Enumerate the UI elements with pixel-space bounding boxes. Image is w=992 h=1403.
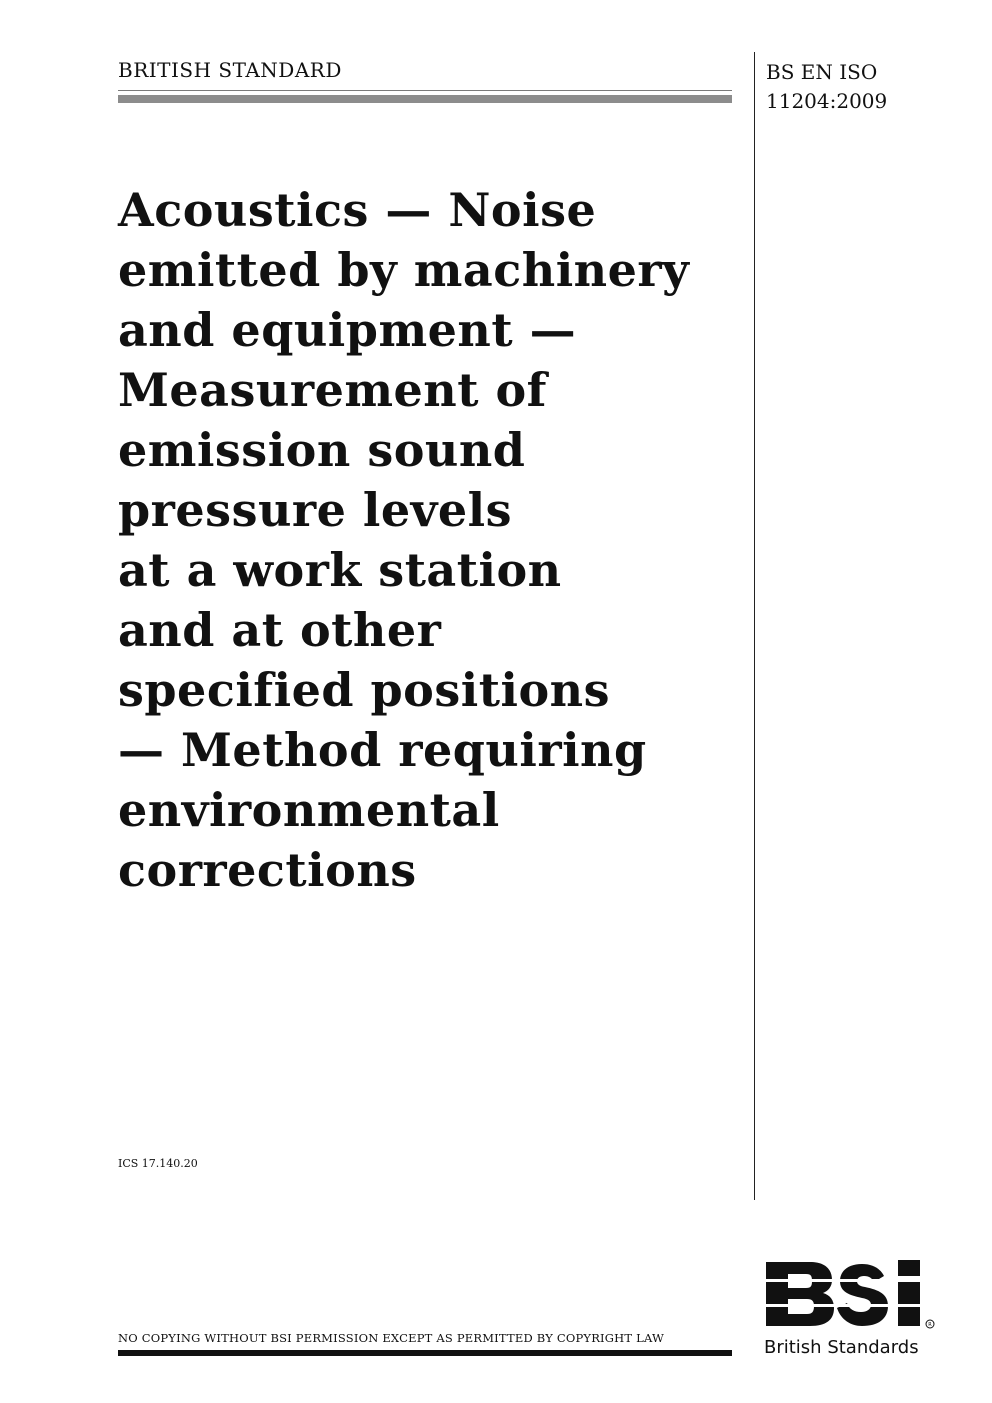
standard-number-line2: 11204:2009 bbox=[766, 89, 888, 113]
footer-rule bbox=[118, 1350, 732, 1356]
standard-number bbox=[766, 58, 887, 116]
title-line: emitted by machinery bbox=[118, 243, 690, 297]
header-rule-thin bbox=[118, 90, 732, 91]
bsi-logo-caption: British Standards bbox=[764, 1337, 919, 1358]
title-line: and equipment — bbox=[118, 303, 577, 357]
title-line: and at other bbox=[118, 603, 442, 657]
vertical-divider bbox=[754, 52, 755, 1200]
copyright-notice: NO COPYING WITHOUT BSI PERMISSION EXCEPT AS PERMITTED BY COPYRIGHT LAW bbox=[118, 1331, 665, 1345]
title-line: pressure levels bbox=[118, 483, 513, 537]
bsi-logo-icon bbox=[764, 1258, 936, 1330]
title-line: corrections bbox=[118, 843, 417, 897]
title-line: at a work station bbox=[118, 543, 562, 597]
title-line: emission sound bbox=[118, 423, 526, 477]
ics-code: ICS 17.140.20 bbox=[118, 1157, 198, 1170]
title-line: Measurement of bbox=[118, 363, 547, 417]
title-line: — Method requiring bbox=[118, 723, 647, 777]
document-title bbox=[118, 180, 738, 900]
title-line: specified positions bbox=[118, 663, 610, 717]
title-line: environmental bbox=[118, 783, 500, 837]
svg-text:R: R bbox=[928, 1322, 932, 1328]
document-type-label: BRITISH STANDARD bbox=[118, 58, 342, 82]
header-rule-thick bbox=[118, 95, 732, 103]
bsi-logo bbox=[764, 1258, 936, 1368]
standard-number-line1: BS EN ISO bbox=[766, 60, 878, 84]
title-line: Acoustics — Noise bbox=[118, 183, 597, 237]
